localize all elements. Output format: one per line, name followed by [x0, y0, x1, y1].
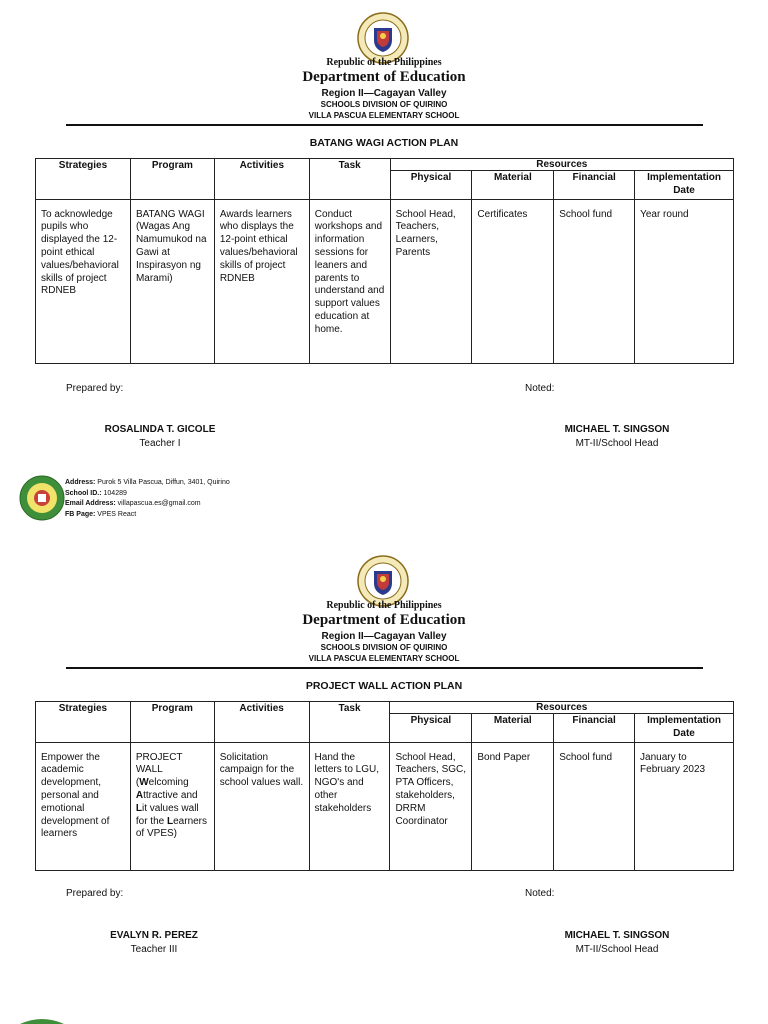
preparer-role: Teacher I — [139, 438, 181, 449]
header-division: SCHOOLS DIVISION OF QUIRINO — [320, 100, 448, 109]
cell-material: Bond Paper — [472, 742, 554, 870]
cell-physical: School Head, Teachers, SGC, PTA Officers, stakeholders, DRRM Coordinator — [390, 742, 472, 870]
school-id-label: School ID.: — [65, 489, 102, 497]
fb-label: FB Page: — [65, 510, 96, 518]
cell-program — [130, 742, 214, 870]
address-value: Purok 5 Villa Pascua, Diffun, 3401, Quirino — [97, 479, 230, 486]
col-material: Material — [472, 714, 554, 743]
preparer-role: Teacher III — [130, 944, 178, 955]
col-strategies: Strategies — [36, 159, 131, 200]
col-physical: Physical — [390, 714, 472, 743]
cell-implementation: Year round — [635, 199, 734, 363]
col-financial: Financial — [554, 171, 635, 200]
cell-physical: School Head, Teachers, Learners, Parents — [390, 199, 472, 363]
col-resources: Resources — [390, 702, 734, 714]
header-department: Department of Education — [302, 69, 466, 85]
program-text: earners of VPES) — [135, 815, 208, 840]
school-logo-icon — [19, 1018, 65, 1024]
cell-program: BATANG WAGI (Wagas Ang Namumukod na Gawi at Inspirasyon ng Marami) — [130, 199, 214, 363]
table-row — [36, 199, 734, 363]
noted-label: Noted: — [525, 383, 555, 394]
header-region: Region II—Cagayan Valley — [321, 631, 447, 642]
col-physical: Physical — [390, 171, 472, 200]
program-letter-l: L — [135, 802, 142, 814]
header-region: Region II—Cagayan Valley — [321, 88, 447, 99]
fb-value: VPES React — [97, 510, 137, 518]
program-letter-a: A — [135, 789, 144, 801]
col-implementation: Implementation Date — [635, 714, 734, 743]
email-label: Email Address: — [65, 500, 116, 507]
header-school: VILLA PASCUA ELEMENTARY SCHOOL — [308, 111, 460, 120]
cell-task: Hand the letters to LGU, NGO's and other stakeholders — [309, 742, 390, 870]
program-letter-l2: L — [167, 815, 174, 827]
noter-role: MT-II/School Head — [575, 944, 659, 955]
school-logo-icon — [19, 475, 65, 521]
noter-name: MICHAEL T. SINGSON — [564, 424, 670, 435]
noter-role: MT-II/School Head — [575, 438, 659, 449]
col-task: Task — [309, 159, 390, 200]
header-republic: Republic of the Philippines — [326, 600, 442, 611]
program-text: elcoming — [148, 777, 189, 789]
header-department: Department of Education — [302, 612, 466, 628]
address-label: Address: — [65, 479, 96, 486]
program-text: PROJECT WALL ( — [135, 751, 183, 789]
document-page-2 — [0, 543, 768, 1024]
cell-material: Certificates — [472, 199, 554, 363]
cell-strategies: Empower the academic development, personal and emotional development of learners — [36, 742, 131, 870]
table-header-row — [36, 159, 734, 171]
school-id-value: 104289 — [103, 489, 127, 497]
col-program: Program — [130, 702, 214, 743]
program-text: it values wall for the — [135, 802, 199, 827]
col-strategies: Strategies — [36, 702, 131, 743]
cell-financial: School fund — [554, 199, 635, 363]
header-republic: Republic of the Philippines — [326, 57, 442, 68]
cell-activities: Solicitation campaign for the school values wall. — [214, 742, 309, 870]
preparer-name: ROSALINDA T. GICOLE — [104, 424, 216, 435]
noter-name: MICHAEL T. SINGSON — [564, 930, 670, 941]
col-program: Program — [130, 159, 214, 200]
col-resources: Resources — [390, 159, 733, 171]
prepared-by-label: Prepared by: — [66, 888, 124, 899]
header-division: SCHOOLS DIVISION OF QUIRINO — [320, 643, 448, 652]
prepared-by-label: Prepared by: — [66, 383, 124, 394]
email-value: villapascua.es@gmail.com — [117, 500, 201, 507]
table-row — [36, 742, 734, 870]
cell-implementation: January to February 2023 — [635, 742, 734, 870]
cell-task: Conduct workshops and information sessions for leaners and parents to understand and support values education at home. — [309, 199, 390, 363]
col-material: Material — [472, 171, 554, 200]
preparer-name: EVALYN R. PEREZ — [110, 930, 198, 941]
cell-activities: Awards learners who displays the 12-point ethical values/behavioral skills of project RDNEB — [214, 199, 309, 363]
header-rule — [66, 667, 703, 669]
program-letter-w: W — [139, 777, 149, 789]
col-activities: Activities — [214, 702, 309, 743]
cell-financial: School fund — [554, 742, 635, 870]
col-activities: Activities — [214, 159, 309, 200]
school-contact-info — [65, 478, 230, 520]
col-implementation: Implementation Date — [635, 171, 734, 200]
header-rule — [66, 124, 703, 126]
action-plan-table — [35, 701, 734, 871]
plan-title: BATANG WAGI ACTION PLAN — [309, 137, 459, 149]
program-text: ttractive and — [143, 789, 198, 801]
noted-label: Noted: — [525, 888, 555, 899]
table-header-row — [36, 702, 734, 714]
plan-title: PROJECT WALL ACTION PLAN — [305, 680, 463, 692]
cell-strategies: To acknowledge pupils who displayed the 12-point ethical values/behavioral skills of project RDNEB — [36, 199, 131, 363]
col-task: Task — [309, 702, 390, 743]
header-school: VILLA PASCUA ELEMENTARY SCHOOL — [308, 654, 460, 663]
col-financial: Financial — [554, 714, 635, 743]
action-plan-table — [35, 158, 734, 364]
